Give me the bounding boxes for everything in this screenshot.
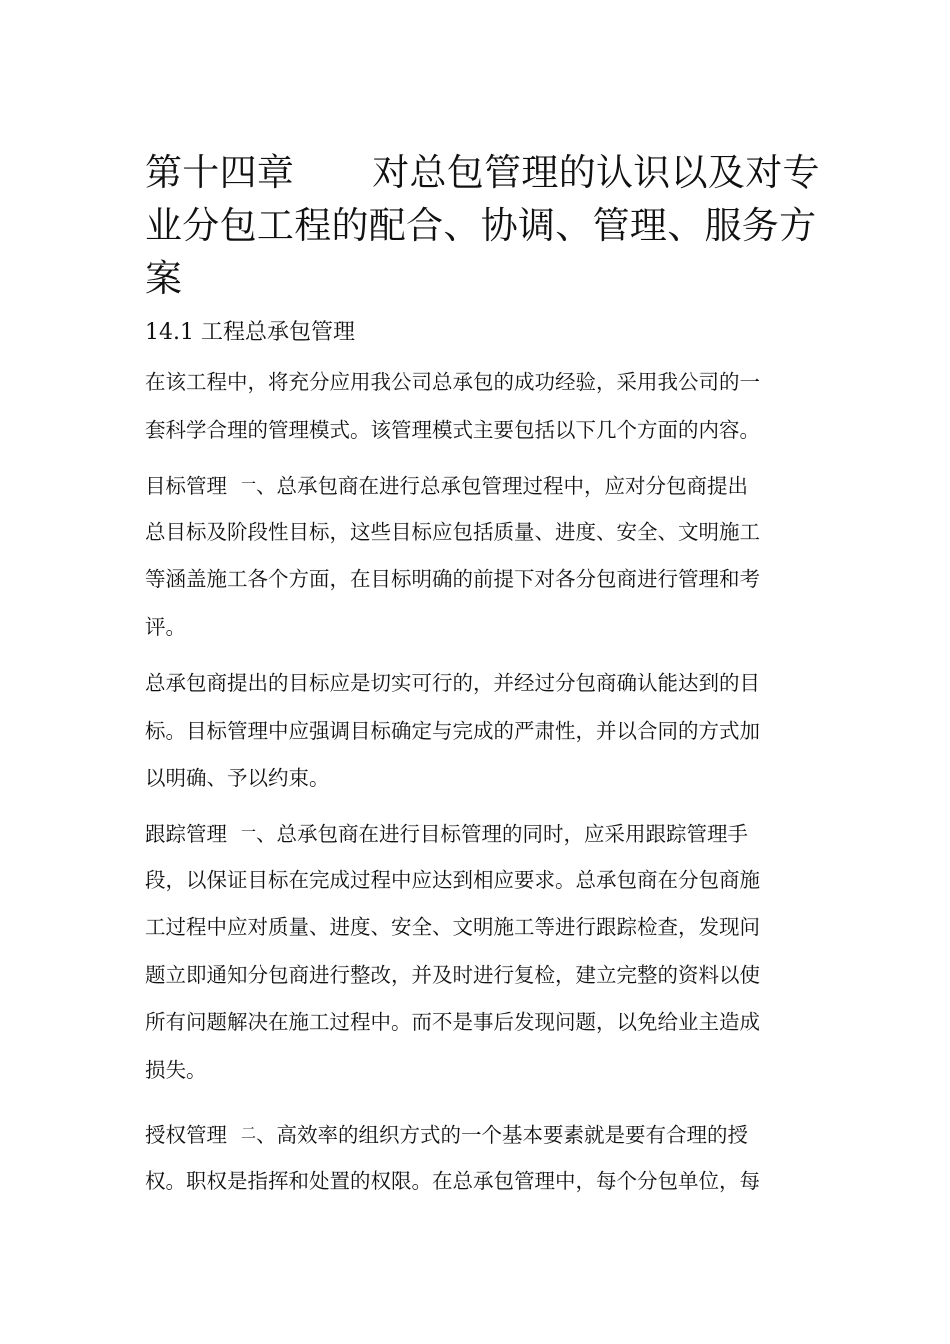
text-line: 损失。 [145,1057,207,1082]
text-line: 套科学合理的管理模式。该管理模式主要包括以下几个方面的内容。 [145,417,760,442]
paragraph-target-management [145,461,815,651]
text-line: 权。职权是指挥和处置的权限。在总承包管理中，每个分包单位，每 [145,1168,760,1193]
text-line: 等涵盖施工各个方面，在目标明确的前提下对各分包商进行管理和考 [145,567,760,592]
list-marker: 二 [241,1124,257,1142]
list-marker: 一 [241,823,257,841]
text-line: 总目标及阶段性目标，这些目标应包括质量、进度、安全、文明施工 [145,519,760,544]
text-line: 跟踪管理 一、总承包商在进行目标管理的同时，应采用跟踪管理手 [145,822,749,846]
chapter-title-line-3: 案 [145,257,183,300]
text-line: 段，以保证目标在完成过程中应达到相应要求。总承包商在分包商施 [145,867,760,892]
text-line: 评。 [145,614,186,639]
text-line: 在该工程中，将充分应用我公司总承包的成功经验，采用我公司的一 [145,370,760,394]
list-marker: 一 [241,475,257,493]
text-line: 授权管理 二、高效率的组织方式的一个基本要素就是要有合理的授 [145,1123,749,1147]
section-heading: 14.1 工程总承包管理 [145,320,355,345]
chapter-title-line-2: 业分包工程的配合、协调、管理、服务方 [145,204,817,247]
paragraph-label: 目标管理 [145,474,227,498]
chapter-title-text: 对总包管理的认识以及对专 [372,151,820,194]
text-line: 题立即通知分包商进行整改，并及时进行复检，建立完整的资料以使 [145,962,760,987]
chapter-number: 第十四章 [145,151,295,194]
text-line: 工过程中应对质量、进度、安全、文明施工等进行跟踪检查，发现问 [145,915,760,940]
text-line: 所有问题解决在施工过程中。而不是事后发现问题，以免给业主造成 [145,1010,760,1035]
paragraph-intro [145,359,815,454]
text-line: 目标管理 一、总承包商在进行总承包管理过程中，应对分包商提出 [145,474,749,498]
chapter-title-line-1 [145,146,820,199]
paragraph-target-requirements [145,660,815,803]
paragraph-authorization-management [145,1110,815,1205]
text-line: 标。目标管理中应强调目标确定与完成的严肃性，并以合同的方式加 [145,718,760,743]
paragraph-tracking-management [145,809,815,1095]
paragraph-label: 跟踪管理 [145,822,227,846]
text-line: 总承包商提出的目标应是切实可行的，并经过分包商确认能达到的目 [145,671,760,695]
chapter-title [145,146,820,305]
text-line: 以明确、予以约束。 [145,766,330,791]
paragraph-label: 授权管理 [145,1123,227,1147]
